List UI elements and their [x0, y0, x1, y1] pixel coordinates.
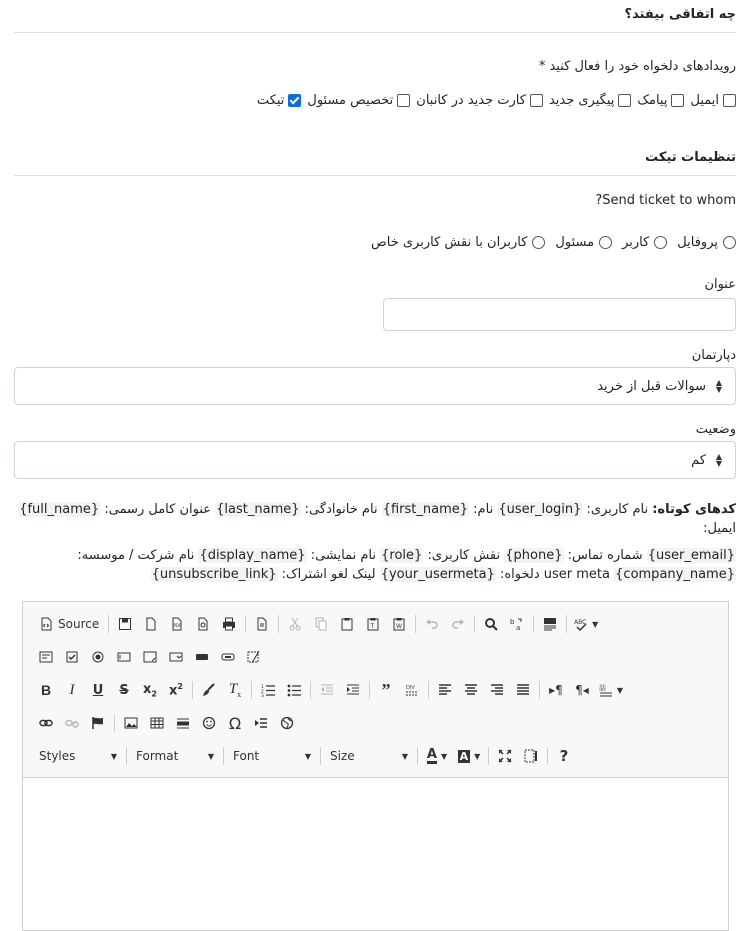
- shortcode-token: {full_name}: [19, 502, 100, 517]
- text-direction-rtl-button[interactable]: [569, 678, 595, 702]
- hidden-field-button[interactable]: [241, 645, 267, 669]
- shortcode-token: {display_name}: [199, 548, 306, 563]
- status-select[interactable]: [14, 441, 736, 479]
- toolbar-separator: [126, 747, 127, 765]
- underline-button[interactable]: [85, 678, 111, 702]
- checkbox-button[interactable]: [59, 645, 85, 669]
- recipients-radio-group: [361, 235, 736, 250]
- div-container-icon: [405, 683, 419, 697]
- redo-icon: [451, 617, 465, 631]
- omega-icon: Ω: [228, 713, 242, 733]
- shortcode-text: نقش کاربری:: [423, 548, 505, 563]
- svg-text:2: 2: [261, 689, 264, 695]
- toolbar-separator: [539, 681, 540, 699]
- shortcode-text: لینک لغو اشتراک:: [277, 567, 380, 582]
- anchor-button[interactable]: [85, 711, 111, 735]
- recipient-label: کاربران با نقش کاربری خاص: [371, 235, 528, 250]
- shortcode-text: user meta دلخواه:: [495, 567, 615, 582]
- svg-text:PDF: PDF: [173, 623, 182, 628]
- event-label: ایمیل: [690, 93, 719, 108]
- toolbar-separator: [320, 747, 321, 765]
- image-button-icon: [221, 650, 235, 664]
- chevron-down-icon: ▼: [110, 751, 117, 761]
- replace-icon: [510, 617, 524, 631]
- toolbar-row-4: [33, 710, 300, 736]
- page-break-button[interactable]: [248, 711, 274, 735]
- toolbar-separator: [428, 681, 429, 699]
- events-label: رویدادهای دلخواه خود را فعال کنید *: [538, 59, 736, 74]
- event-checkbox[interactable]: [288, 94, 301, 107]
- link-button[interactable]: [33, 711, 59, 735]
- text-field-button[interactable]: [111, 645, 137, 669]
- toolbar-separator: [108, 615, 109, 633]
- align-left-button[interactable]: [432, 678, 458, 702]
- templates-button[interactable]: [249, 612, 275, 636]
- source-label: Source: [58, 617, 100, 631]
- format-dropdown[interactable]: [130, 744, 220, 768]
- numbered-list-icon: [261, 683, 275, 697]
- shortcode-text: نام:: [469, 502, 498, 517]
- format-label: Format: [136, 749, 179, 763]
- paintbrush-icon: [202, 683, 216, 697]
- recipient-label: پروفایل: [677, 235, 718, 250]
- help-button[interactable]: [551, 744, 577, 768]
- textarea-icon: [143, 650, 157, 664]
- button-icon: [195, 650, 209, 664]
- help-icon: ?: [559, 747, 569, 765]
- shortcodes-title: کدهای کوتاه:: [652, 502, 736, 517]
- shortcode-text: نام شرکت / موسسه:: [77, 548, 199, 563]
- styles-dropdown[interactable]: [33, 744, 123, 768]
- numbered-list-button[interactable]: [255, 678, 281, 702]
- event-option[interactable]: [416, 93, 543, 108]
- new-page-button[interactable]: [138, 612, 164, 636]
- print-icon: [222, 617, 236, 631]
- horizontal-line-icon: [176, 716, 190, 730]
- align-center-button[interactable]: [458, 678, 484, 702]
- save-button[interactable]: [112, 612, 138, 636]
- italic-icon: I: [69, 681, 75, 698]
- templates-icon: [255, 617, 269, 631]
- unlink-icon: [65, 716, 79, 730]
- align-justify-icon: [516, 683, 530, 697]
- shortcode-token: {phone}: [505, 548, 563, 563]
- text-color-button[interactable]: [421, 744, 453, 768]
- editor-content-area[interactable]: [23, 777, 728, 930]
- toolbar-separator: [533, 615, 534, 633]
- text-direction-ltr-button[interactable]: [543, 678, 569, 702]
- redo-button[interactable]: [445, 612, 471, 636]
- search-icon: [484, 617, 498, 631]
- cut-button[interactable]: [282, 612, 308, 636]
- shortcodes-block: [16, 500, 736, 584]
- background-color-button[interactable]: [453, 744, 485, 768]
- bulleted-list-icon: [287, 683, 301, 697]
- language-button[interactable]: [595, 678, 627, 702]
- strike-button[interactable]: [111, 678, 137, 702]
- toolbar-separator: [474, 615, 475, 633]
- event-option[interactable]: [307, 93, 410, 108]
- recipient-radio[interactable]: [654, 236, 667, 249]
- recipient-radio[interactable]: [723, 236, 736, 249]
- toolbar-separator: [310, 681, 311, 699]
- paste-text-icon: [366, 617, 380, 631]
- paste-button[interactable]: [334, 612, 360, 636]
- horizontal-line-button[interactable]: [170, 711, 196, 735]
- subject-label: عنوان: [704, 277, 736, 292]
- shortcodes-line-2: [16, 546, 736, 584]
- toolbar-separator: [488, 747, 489, 765]
- toolbar-separator: [547, 747, 548, 765]
- form-button[interactable]: [33, 645, 59, 669]
- outdent-icon: [320, 683, 334, 697]
- recipient-option[interactable]: [371, 235, 545, 250]
- toolbar-separator: [369, 681, 370, 699]
- select-all-button[interactable]: [537, 612, 563, 636]
- remove-format-icon: $T_x$: [228, 681, 242, 699]
- iframe-button[interactable]: [274, 711, 300, 735]
- form-icon: [39, 650, 53, 664]
- table-button[interactable]: [144, 711, 170, 735]
- toolbar-separator: [245, 615, 246, 633]
- subscript-button[interactable]: [137, 678, 163, 702]
- hidden-field-icon: [247, 650, 261, 664]
- image-button[interactable]: [118, 711, 144, 735]
- maximize-button[interactable]: [492, 744, 518, 768]
- chevron-down-icon: ▼: [592, 619, 599, 629]
- new-page-icon: [144, 617, 158, 631]
- bold-icon: B: [40, 682, 52, 698]
- recipient-label: کاربر: [622, 235, 650, 250]
- section-title-what-happens: چه اتفاقی بیفتد؟: [624, 7, 736, 22]
- preview-icon: [196, 617, 210, 631]
- copy-format-button[interactable]: [196, 678, 222, 702]
- cut-icon: [288, 617, 302, 631]
- shortcode-token: {user_login}: [498, 502, 582, 517]
- shortcode-text: عنوان کامل رسمی:: [100, 502, 216, 517]
- svg-text:1: 1: [261, 685, 264, 690]
- rich-text-editor: [22, 601, 729, 931]
- styles-label: Styles: [39, 749, 76, 763]
- font-label: Font: [233, 749, 260, 763]
- event-checkbox[interactable]: [723, 94, 736, 107]
- event-option[interactable]: [637, 93, 684, 108]
- unlink-button[interactable]: [59, 711, 85, 735]
- increase-indent-button[interactable]: [340, 678, 366, 702]
- event-checkbox[interactable]: [671, 94, 684, 107]
- copy-button[interactable]: [308, 612, 334, 636]
- strikethrough-icon: S: [119, 682, 129, 698]
- image-button-button[interactable]: [215, 645, 241, 669]
- size-label: Size: [330, 749, 355, 763]
- toolbar-separator: [251, 681, 252, 699]
- underline-icon: U: [92, 682, 104, 698]
- maximize-icon: [498, 749, 512, 763]
- event-checkbox[interactable]: [397, 94, 410, 107]
- show-blocks-icon: [524, 749, 538, 763]
- language-icon: [599, 683, 613, 697]
- shortcode-token: {user_email}: [647, 548, 735, 563]
- select-arrows-icon: ▲ ▼: [715, 452, 722, 468]
- svg-text:ABC: ABC: [574, 619, 587, 626]
- remove-format-button[interactable]: [222, 678, 248, 702]
- toolbar-separator: [415, 615, 416, 633]
- smiley-icon: [202, 716, 216, 730]
- toolbar-separator: [223, 747, 224, 765]
- event-checkbox[interactable]: [530, 94, 543, 107]
- create-div-button[interactable]: [399, 678, 425, 702]
- toolbar-separator: [566, 615, 567, 633]
- source-icon: [39, 617, 53, 631]
- subscript-icon: $x_2$: [143, 681, 157, 699]
- chevron-down-icon: ▼: [304, 751, 311, 761]
- italic-button[interactable]: [59, 678, 85, 702]
- blockquote-icon: ”: [381, 679, 391, 700]
- globe-icon: [280, 716, 294, 730]
- chevron-down-icon: ▼: [401, 751, 408, 761]
- superscript-icon: $x^2$: [169, 681, 183, 699]
- textarea-button[interactable]: [137, 645, 163, 669]
- page-break-icon: [254, 716, 268, 730]
- font-dropdown[interactable]: [227, 744, 317, 768]
- show-blocks-button[interactable]: [518, 744, 544, 768]
- radio-icon: [91, 650, 105, 664]
- event-checkbox[interactable]: [618, 94, 631, 107]
- spellcheck-icon: [574, 617, 588, 631]
- shortcode-text: شماره تماس:: [563, 548, 647, 563]
- paste-word-icon: [392, 617, 406, 631]
- align-right-button[interactable]: [484, 678, 510, 702]
- event-label: پیامک: [637, 93, 668, 108]
- paste-icon: [340, 617, 354, 631]
- find-button[interactable]: [478, 612, 504, 636]
- text-field-icon: [117, 650, 131, 664]
- shortcode-token: {your_usermeta}: [380, 567, 495, 582]
- preview-button[interactable]: [190, 612, 216, 636]
- shortcode-token: {first_name}: [382, 502, 469, 517]
- shortcode-token: {last_name}: [216, 502, 300, 517]
- special-char-button[interactable]: [222, 711, 248, 735]
- event-label: تیکت: [256, 93, 285, 108]
- radio-button[interactable]: [85, 645, 111, 669]
- svg-text:DIV: DIV: [406, 685, 415, 691]
- svg-text:話: 話: [598, 684, 606, 692]
- recipient-option[interactable]: [677, 235, 736, 250]
- event-option[interactable]: [257, 93, 302, 108]
- divider: [14, 175, 736, 176]
- recipient-label: مسئول: [555, 235, 595, 250]
- checkbox-icon: [65, 650, 79, 664]
- shortcode-token: {role}: [381, 548, 423, 563]
- toolbar-separator: [114, 714, 115, 732]
- smiley-button[interactable]: [196, 711, 222, 735]
- ltr-icon: ▸¶: [549, 683, 563, 697]
- shortcode-text: نام کاربری:: [582, 502, 649, 517]
- svg-text:3: 3: [261, 694, 264, 697]
- recipient-option[interactable]: [555, 235, 612, 250]
- size-dropdown[interactable]: [324, 744, 414, 768]
- link-icon: [39, 716, 53, 730]
- undo-button[interactable]: [419, 612, 445, 636]
- print-button[interactable]: [216, 612, 242, 636]
- shortcode-text: نام خانوادگی:: [300, 502, 382, 517]
- toolbar-row-3: [33, 677, 627, 703]
- select-arrows-icon: ▲ ▼: [715, 378, 722, 394]
- toolbar-row-2: [33, 644, 267, 670]
- superscript-button[interactable]: [163, 678, 189, 702]
- select-all-icon: [543, 617, 557, 631]
- event-label: تخصیص مسئول: [307, 93, 394, 108]
- pdf-icon: [170, 617, 184, 631]
- undo-icon: [425, 617, 439, 631]
- divider: [14, 32, 736, 33]
- event-label: پیگیری جدید: [548, 93, 615, 108]
- background-color-icon: A: [459, 749, 469, 763]
- align-right-icon: [490, 683, 504, 697]
- toolbar-separator: [417, 747, 418, 765]
- replace-button[interactable]: [504, 612, 530, 636]
- bulleted-list-button[interactable]: [281, 678, 307, 702]
- export-pdf-button[interactable]: [164, 612, 190, 636]
- decrease-indent-button[interactable]: [314, 678, 340, 702]
- shortcode-text: نام نمایشی:: [306, 548, 381, 563]
- save-icon: [118, 617, 132, 631]
- paste-text-button[interactable]: [360, 612, 386, 636]
- department-select[interactable]: [14, 367, 736, 405]
- rtl-icon: ¶◂: [575, 683, 589, 697]
- paste-word-button[interactable]: [386, 612, 412, 636]
- align-center-icon: [464, 683, 478, 697]
- chevron-down-icon: ▼: [207, 751, 214, 761]
- toolbar-separator: [278, 615, 279, 633]
- chevron-down-icon: ▼: [440, 751, 448, 761]
- shortcode-text: ایمیل:: [703, 521, 736, 536]
- svg-text:b: b: [510, 618, 515, 626]
- align-left-icon: [438, 683, 452, 697]
- toolbar-row-5: [33, 743, 577, 769]
- select-field-icon: [169, 650, 183, 664]
- subject-input[interactable]: [383, 298, 736, 331]
- events-checkbox-group: [251, 93, 736, 108]
- shortcode-token: {unsubscribe_link}: [151, 567, 277, 582]
- flag-icon: [91, 716, 105, 730]
- bold-button[interactable]: [33, 678, 59, 702]
- text-color-icon: A: [426, 746, 437, 762]
- table-icon: [150, 716, 164, 730]
- image-icon: [124, 716, 138, 730]
- shortcodes-line-1: [16, 500, 736, 538]
- toolbar-separator: [192, 681, 193, 699]
- status-label: وضعیت: [695, 422, 736, 437]
- button-field-button[interactable]: [189, 645, 215, 669]
- recipient-option[interactable]: [622, 235, 667, 250]
- select-field-button[interactable]: [163, 645, 189, 669]
- section-title-ticket-settings: تنظیمات تیکت: [645, 150, 736, 165]
- recipient-radio[interactable]: [532, 236, 545, 249]
- indent-icon: [346, 683, 360, 697]
- department-value: سوالات قبل از خرید: [597, 378, 706, 394]
- shortcode-token: {company_name}: [615, 567, 735, 582]
- send-to-label: Send ticket to whom?: [595, 193, 736, 208]
- blockquote-button[interactable]: [373, 678, 399, 702]
- chevron-down-icon: ▼: [616, 685, 624, 695]
- recipient-radio[interactable]: [599, 236, 612, 249]
- event-label: کارت جدید در کانبان: [416, 93, 526, 108]
- toolbar-row-1: [33, 611, 602, 637]
- justify-button[interactable]: [510, 678, 536, 702]
- status-value: کم: [691, 452, 706, 468]
- svg-text:T: T: [370, 623, 375, 630]
- event-option[interactable]: [549, 93, 631, 108]
- source-button[interactable]: [33, 612, 105, 636]
- copy-icon: [314, 617, 328, 631]
- event-option[interactable]: [690, 93, 736, 108]
- chevron-down-icon: ▼: [474, 751, 481, 761]
- svg-text:W: W: [396, 623, 403, 630]
- department-label: دپارتمان: [691, 348, 736, 363]
- svg-text:a: a: [516, 624, 521, 631]
- spellcheck-button[interactable]: [570, 612, 602, 636]
